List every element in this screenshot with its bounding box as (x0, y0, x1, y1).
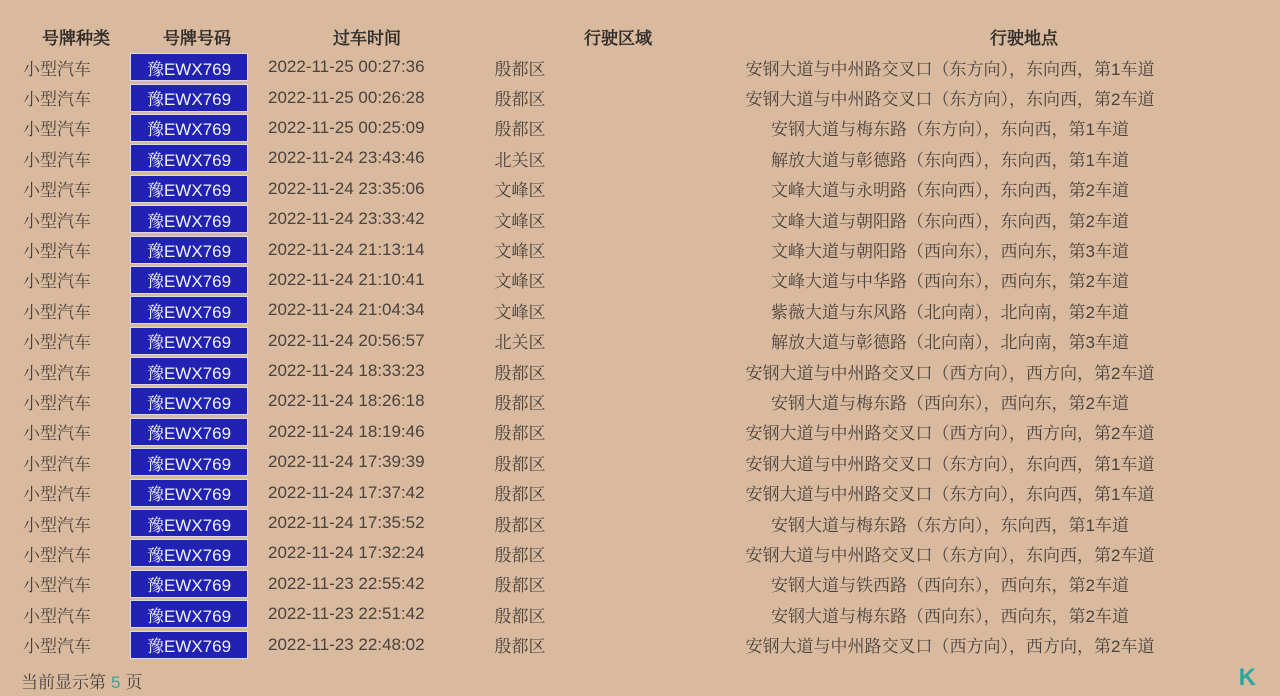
driving-location-cell: 安钢大道与中州路交叉口（东方向），东向西，第1车道 (745, 485, 1155, 505)
pass-time-cell: 2022-11-24 20:56:57 (268, 330, 425, 350)
plate-type-cell: 小型汽车 (23, 120, 91, 140)
plate-number-badge[interactable]: 豫EWX769 (130, 327, 248, 355)
plate-number-badge[interactable]: 豫EWX769 (130, 509, 248, 537)
plate-number-badge[interactable]: 豫EWX769 (130, 175, 248, 203)
plate-number-badge[interactable]: 豫EWX769 (130, 539, 248, 567)
column-header-pass-time: 过车时间 (333, 28, 401, 48)
table-header-row (0, 0, 1280, 52)
driving-location-cell: 解放大道与彰德路（北向南），北向南，第3车道 (771, 333, 1129, 353)
pass-time-cell: 2022-11-23 22:51:42 (268, 604, 425, 624)
column-header-driving-location: 行驶地点 (990, 28, 1058, 48)
driving-location-cell: 文峰大道与永明路（东向西），东向西，第2车道 (771, 181, 1129, 201)
pagination-suffix: 页 (125, 672, 143, 692)
plate-type-cell: 小型汽车 (23, 545, 91, 565)
table-row (0, 508, 1280, 538)
plate-number-cell (114, 144, 264, 172)
table-row (0, 52, 1280, 82)
plate-type-cell: 小型汽车 (23, 181, 91, 201)
driving-location-cell: 安钢大道与中州路交叉口（西方向），西方向，第2车道 (745, 637, 1155, 657)
plate-type-cell: 小型汽车 (23, 454, 91, 474)
driving-location-cell: 安钢大道与梅东路（东方向），东向西，第1车道 (771, 120, 1129, 140)
pass-time-cell: 2022-11-25 00:25:09 (268, 117, 425, 137)
driving-area-cell: 文峰区 (494, 181, 546, 201)
table-row (0, 569, 1280, 599)
column-header-plate-number: 号牌号码 (163, 28, 231, 48)
plate-number-cell (114, 327, 264, 355)
plate-type-cell: 小型汽车 (23, 59, 91, 79)
pass-time-cell: 2022-11-24 23:33:42 (268, 209, 425, 229)
pass-time-cell: 2022-11-24 18:26:18 (268, 391, 425, 411)
plate-number-cell (114, 175, 264, 203)
driving-location-cell: 安钢大道与铁西路（西向东），西向东，第2车道 (771, 576, 1129, 596)
driving-area-cell: 殷都区 (494, 424, 546, 444)
plate-number-cell (114, 266, 264, 294)
plate-number-cell (114, 114, 264, 142)
pass-time-cell: 2022-11-24 17:39:39 (268, 452, 425, 472)
driving-area-cell: 殷都区 (494, 545, 546, 565)
table-row (0, 82, 1280, 112)
column-header-plate-type: 号牌种类 (42, 28, 110, 48)
plate-number-cell (114, 53, 264, 81)
pass-time-cell: 2022-11-24 23:35:06 (268, 178, 425, 198)
driving-area-cell: 殷都区 (494, 454, 546, 474)
pass-time-cell: 2022-11-24 21:13:14 (268, 239, 425, 259)
driving-area-cell: 殷都区 (494, 485, 546, 505)
plate-number-cell (114, 418, 264, 446)
pass-time-cell: 2022-11-24 21:10:41 (268, 269, 425, 289)
driving-location-cell: 文峰大道与中华路（西向东），西向东，第2车道 (771, 272, 1129, 292)
driving-area-cell: 殷都区 (494, 363, 546, 383)
driving-location-cell: 安钢大道与梅东路（西向东），西向东，第2车道 (771, 393, 1129, 413)
pass-time-cell: 2022-11-25 00:27:36 (268, 57, 425, 77)
plate-type-cell: 小型汽车 (23, 211, 91, 231)
column-header-driving-area: 行驶区域 (584, 28, 652, 48)
pass-time-cell: 2022-11-24 23:43:46 (268, 148, 425, 168)
driving-area-cell: 殷都区 (494, 59, 546, 79)
table-row (0, 265, 1280, 295)
plate-number-badge[interactable]: 豫EWX769 (130, 205, 248, 233)
driving-location-cell: 安钢大道与中州路交叉口（东方向），东向西，第1车道 (745, 59, 1155, 79)
plate-type-cell: 小型汽车 (23, 637, 91, 657)
driving-area-cell: 殷都区 (494, 120, 546, 140)
plate-number-cell (114, 570, 264, 598)
driving-area-cell: 殷都区 (494, 393, 546, 413)
driving-location-cell: 解放大道与彰德路（东向西），东向西，第1车道 (771, 150, 1129, 170)
driving-location-cell: 安钢大道与中州路交叉口（东方向），东向西，第2车道 (745, 545, 1155, 565)
plate-number-cell (114, 509, 264, 537)
plate-number-cell (114, 448, 264, 476)
driving-location-cell: 安钢大道与中州路交叉口（西方向），西方向，第2车道 (745, 424, 1155, 444)
table-row (0, 204, 1280, 234)
plate-number-cell (114, 387, 264, 415)
pass-time-cell: 2022-11-24 17:32:24 (268, 543, 425, 563)
driving-location-cell: 安钢大道与梅东路（西向东），西向东，第2车道 (771, 606, 1129, 626)
driving-area-cell: 文峰区 (494, 302, 546, 322)
driving-area-cell: 文峰区 (494, 242, 546, 262)
plate-number-badge[interactable]: 豫EWX769 (130, 296, 248, 324)
pass-time-cell: 2022-11-25 00:26:28 (268, 87, 425, 107)
pagination-status (0, 664, 1280, 693)
current-page-number: 5 (111, 672, 121, 692)
table-row (0, 477, 1280, 507)
plate-number-cell (114, 296, 264, 324)
driving-area-cell: 北关区 (494, 333, 546, 353)
plate-type-cell: 小型汽车 (23, 424, 91, 444)
table-row (0, 174, 1280, 204)
driving-location-cell: 安钢大道与中州路交叉口（东方向），东向西，第1车道 (745, 454, 1155, 474)
plate-number-badge[interactable]: 豫EWX769 (130, 631, 248, 659)
driving-area-cell: 殷都区 (494, 90, 546, 110)
plate-type-cell: 小型汽车 (23, 150, 91, 170)
plate-number-cell (114, 539, 264, 567)
pass-time-cell: 2022-11-23 22:55:42 (268, 573, 425, 593)
plate-type-cell: 小型汽车 (23, 576, 91, 596)
plate-number-badge[interactable]: 豫EWX769 (130, 144, 248, 172)
plate-number-cell (114, 600, 264, 628)
table-row (0, 386, 1280, 416)
plate-number-cell (114, 205, 264, 233)
table-row (0, 326, 1280, 356)
driving-area-cell: 文峰区 (494, 211, 546, 231)
driving-location-cell: 文峰大道与朝阳路（西向东），西向东，第3车道 (771, 242, 1129, 262)
plate-number-cell (114, 84, 264, 112)
pass-time-cell: 2022-11-24 18:33:23 (268, 361, 425, 381)
records-list (0, 52, 1280, 660)
plate-type-cell: 小型汽车 (23, 302, 91, 322)
plate-number-badge[interactable]: 豫EWX769 (130, 84, 248, 112)
plate-number-badge[interactable]: 豫EWX769 (130, 448, 248, 476)
plate-number-badge[interactable]: 豫EWX769 (130, 570, 248, 598)
plate-number-cell (114, 357, 264, 385)
brand-k-logo[interactable]: K (1238, 664, 1256, 691)
table-row (0, 234, 1280, 264)
plate-number-badge[interactable]: 豫EWX769 (130, 600, 248, 628)
plate-type-cell: 小型汽车 (23, 515, 91, 535)
plate-number-cell (114, 236, 264, 264)
plate-number-cell (114, 479, 264, 507)
driving-area-cell: 殷都区 (494, 606, 546, 626)
pass-time-cell: 2022-11-24 17:37:42 (268, 482, 425, 502)
table-row (0, 113, 1280, 143)
plate-type-cell: 小型汽车 (23, 90, 91, 110)
driving-area-cell: 殷都区 (494, 576, 546, 596)
plate-number-badge[interactable]: 豫EWX769 (130, 114, 248, 142)
driving-area-cell: 文峰区 (494, 272, 546, 292)
table-row (0, 295, 1280, 325)
table-row (0, 417, 1280, 447)
plate-type-cell: 小型汽车 (23, 333, 91, 353)
driving-location-cell: 紫薇大道与东风路（北向南），北向南，第2车道 (771, 302, 1129, 322)
plate-type-cell: 小型汽车 (23, 272, 91, 292)
table-row (0, 538, 1280, 568)
driving-location-cell: 安钢大道与中州路交叉口（东方向），东向西，第2车道 (745, 90, 1155, 110)
driving-location-cell: 安钢大道与梅东路（东方向），东向西，第1车道 (771, 515, 1129, 535)
plate-type-cell: 小型汽车 (23, 485, 91, 505)
pagination-prefix: 当前显示第 (21, 672, 106, 692)
table-row (0, 143, 1280, 173)
plate-type-cell: 小型汽车 (23, 393, 91, 413)
driving-location-cell: 文峰大道与朝阳路（东向西），东向西，第2车道 (771, 211, 1129, 231)
table-row (0, 356, 1280, 386)
plate-number-badge[interactable]: 豫EWX769 (130, 53, 248, 81)
driving-location-cell: 安钢大道与中州路交叉口（西方向），西方向，第2车道 (745, 363, 1155, 383)
plate-number-badge[interactable]: 豫EWX769 (130, 387, 248, 415)
pass-time-cell: 2022-11-23 22:48:02 (268, 634, 425, 654)
table-row (0, 629, 1280, 659)
plate-type-cell: 小型汽车 (23, 363, 91, 383)
plate-number-badge[interactable]: 豫EWX769 (130, 418, 248, 446)
plate-number-badge[interactable]: 豫EWX769 (130, 236, 248, 264)
pass-time-cell: 2022-11-24 21:04:34 (268, 300, 425, 320)
table-row (0, 599, 1280, 629)
plate-type-cell: 小型汽车 (23, 606, 91, 626)
driving-area-cell: 殷都区 (494, 637, 546, 657)
plate-type-cell: 小型汽车 (23, 242, 91, 262)
plate-number-badge[interactable]: 豫EWX769 (130, 266, 248, 294)
table-row (0, 447, 1280, 477)
plate-number-cell (114, 631, 264, 659)
driving-area-cell: 殷都区 (494, 515, 546, 535)
pass-time-cell: 2022-11-24 17:35:52 (268, 513, 425, 533)
pass-time-cell: 2022-11-24 18:19:46 (268, 421, 425, 441)
plate-number-badge[interactable]: 豫EWX769 (130, 479, 248, 507)
plate-number-badge[interactable]: 豫EWX769 (130, 357, 248, 385)
driving-area-cell: 北关区 (494, 150, 546, 170)
